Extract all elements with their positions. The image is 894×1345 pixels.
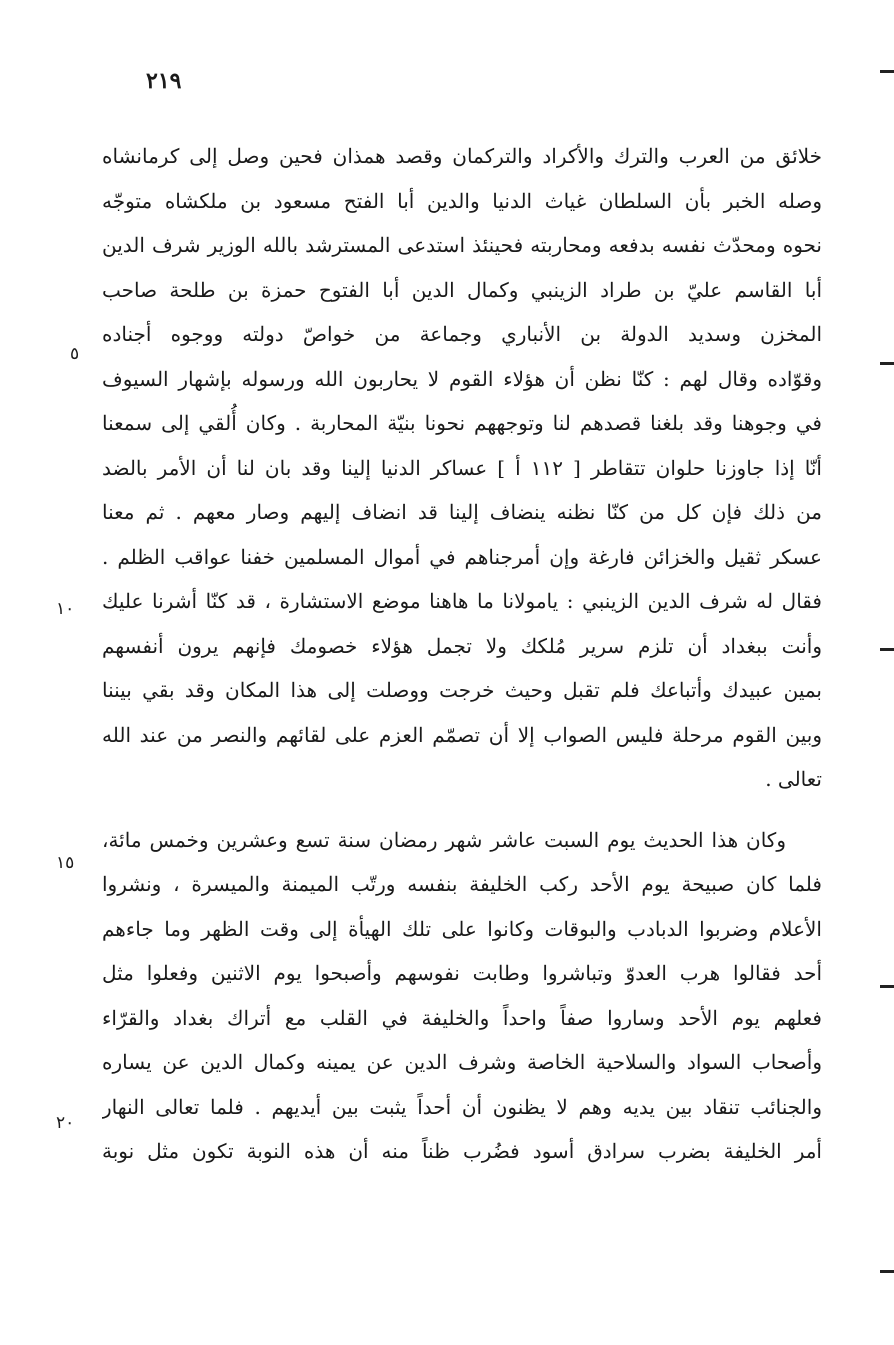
line-number-10: ١٠ bbox=[56, 599, 75, 619]
line-number-15: ١٥ bbox=[56, 853, 75, 873]
text-line: من ذلك فإن كل من كنّا نظنه ينضاف إلينا قد انضاف إليهم وصار معهم . ثم معنا bbox=[102, 500, 822, 524]
line-number-5: ٥ bbox=[70, 344, 80, 364]
scan-edge-mark bbox=[880, 1270, 894, 1273]
text-line: فعلهم يوم الأحد وساروا صفاً واحداً والخليفة في القلب مع أتراك بغداد والقرّاء bbox=[102, 1005, 822, 1030]
text-line: عسكر ثقيل والخزائن فارغة وإن أمرجناهم في أموال المسلمين خفنا عواقب الظلم . bbox=[102, 544, 822, 569]
text-line: وقوّاده وقال لهم : كنّا نظن أن هؤلاء القوم لا يحاربون الله ورسوله بإشهار السيوف bbox=[102, 366, 822, 391]
scan-edge-mark bbox=[880, 362, 894, 365]
text-body bbox=[102, 134, 822, 1174]
text-line: وبين القوم مرحلة فليس الصواب إلا أن تصمّم العزم على لقائهم والنصر من عند الله bbox=[102, 722, 822, 747]
page-number: ٢١٩ bbox=[146, 68, 182, 94]
text-line: بمين عبيدك وأتباعك فلم تقبل وحيث خرجت ووصلت إلى هذا المكان وقد بقي بيننا bbox=[102, 678, 822, 702]
text-line: فلما كان صبيحة يوم الأحد ركب الخليفة بنفسه ورتّب الميمنة والميسرة ، ونشروا bbox=[102, 872, 822, 896]
line-number-20: ٢٠ bbox=[56, 1113, 75, 1133]
text-line: تعالى . bbox=[765, 767, 822, 791]
text-line: نحوه ومحدّث نفسه بدفعه ومحاربته فحينئذ استدعى المسترشد بالله الوزير شرف الدين bbox=[102, 233, 822, 257]
text-line: أحد فقالوا هرب العدوّ وتباشروا وطابت نفوسهم وأصبحوا يوم الاثنين وفعلوا مثل bbox=[102, 961, 822, 985]
text-line: والجنائب تنقاد بين يديه وهم لا يظنون أن أحداً يثبت بين أيديهم . فلما تعالى النهار bbox=[102, 1094, 822, 1119]
text-line: فقال له شرف الدين الزينبي : يامولانا ما هاهنا موضع الاستشارة ، قد كنّا أشرنا عليك bbox=[102, 589, 822, 613]
text-line: أنّا إذا جاوزنا حلوان تتقاطر [ ١١٢ أ ] عساكر الدنيا إلينا وقد بان لنا أن الأمر بالضد bbox=[102, 455, 822, 480]
text-line: وصله الخبر بأن السلطان غياث الدنيا والدين أبا الفتح مسعود بن ملكشاه متوجّه bbox=[102, 188, 822, 213]
text-line: وأنت ببغداد أن تلزم سرير مُلكك ولا تجمل هؤلاء خصومك فإنهم يرون أنفسهم bbox=[102, 633, 822, 658]
text-line: خلائق من العرب والترك والأكراد والتركمان وقصد همذان فحين وصل إلى كرمانشاه bbox=[102, 144, 822, 168]
text-line: الأعلام وضربوا الدبادب والبوقات وكانوا على تلك الهيأة إلى وقت الظهر وما جاءهم bbox=[102, 916, 822, 941]
text-line: وأصحاب السواد والسلاحية الخاصة وشرف الدين عن يمينه وكمال الدين عن يساره bbox=[102, 1050, 822, 1074]
scan-edge-mark bbox=[880, 648, 894, 651]
text-line: وكان هذا الحديث يوم السبت عاشر شهر رمضان سنة تسع وعشرين وخمس مائة، bbox=[102, 827, 786, 852]
text-line: في وجوهنا وقد بلغنا قصدهم لنا وتوجههم نحونا بنيّة المحاربة . وكان أُلقي إلى سمعنا bbox=[102, 411, 822, 435]
scan-edge-mark bbox=[880, 70, 894, 73]
scan-edge-mark bbox=[880, 985, 894, 988]
text-line: المخزن وسديد الدولة بن الأنباري وجماعة من خواصّ دولته ووجوه أجناده bbox=[102, 322, 822, 346]
text-line: أبا القاسم عليّ بن طراد الزينبي وكمال الدين أبا الفتوح حمزة بن طلحة صاحب bbox=[102, 277, 822, 302]
text-line: أمر الخليفة بضرب سرادق أسود فضُرب ظناً منه أن هذه النوبة تكون مثل نوبة bbox=[102, 1139, 822, 1163]
